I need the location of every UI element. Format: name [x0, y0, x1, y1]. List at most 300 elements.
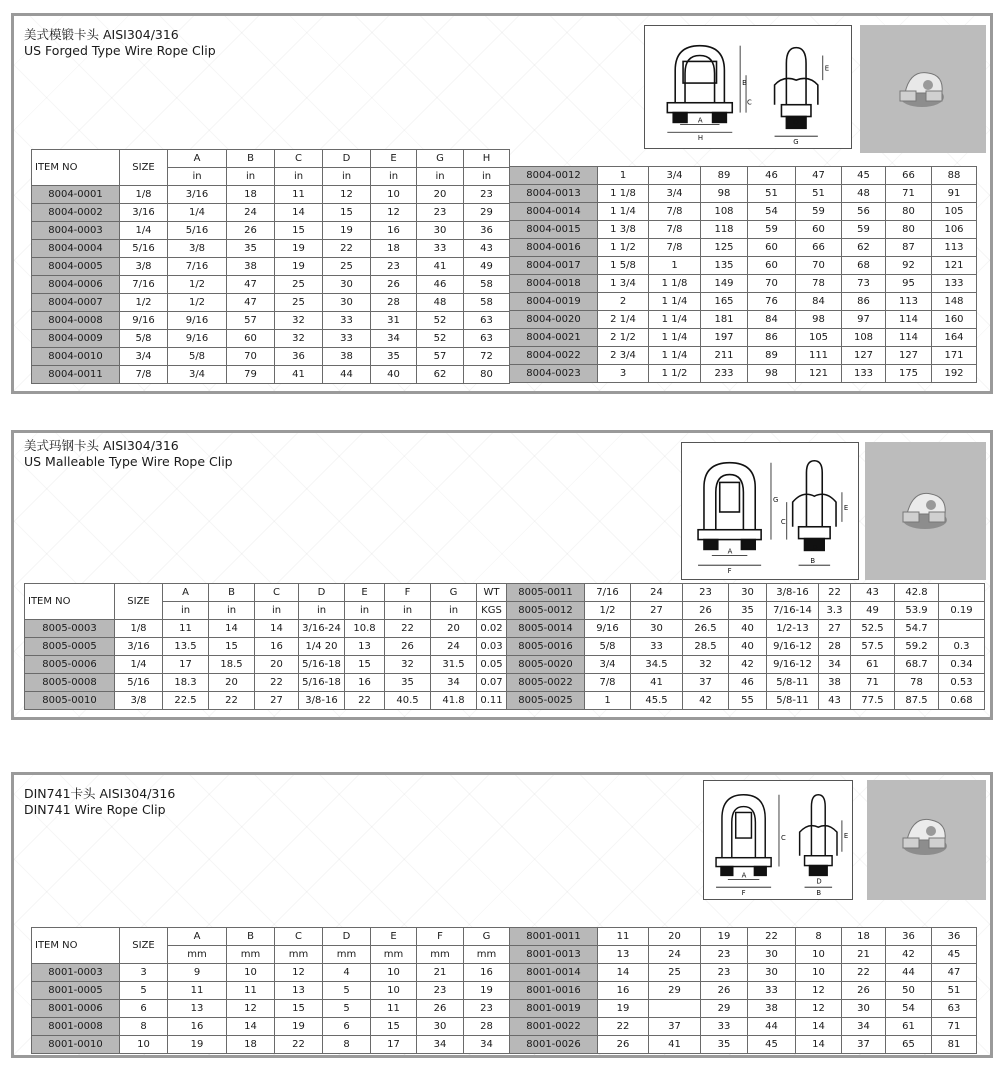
item-number-cell: 8004-0004	[32, 240, 120, 258]
table-cell: 22	[385, 620, 431, 638]
table-cell: 19	[275, 1018, 323, 1036]
table-cell: 23	[464, 1000, 510, 1018]
table-cell: 71	[886, 185, 932, 203]
header-unit: in	[385, 602, 431, 620]
table-cell: 32	[275, 330, 323, 348]
table-cell: 25	[649, 964, 701, 982]
header-unit: in	[345, 602, 385, 620]
table-cell: 1 1/2	[649, 365, 701, 383]
table-cell: 37	[842, 1036, 886, 1054]
table-cell: 171	[932, 347, 977, 365]
panel-us-forged	[11, 13, 993, 394]
table-cell: 26	[227, 222, 275, 240]
table-row	[32, 330, 510, 348]
table-cell: 30	[748, 946, 796, 964]
table-cell: 41	[417, 258, 464, 276]
table-cell: 20	[255, 656, 299, 674]
table-cell: 31	[371, 312, 417, 330]
table-cell: 60	[748, 257, 796, 275]
table-cell: 66	[796, 239, 842, 257]
table-cell: 3/8-16	[299, 692, 345, 710]
table-body	[507, 584, 985, 710]
table-body	[510, 167, 977, 383]
table-cell: 30	[417, 1018, 464, 1036]
table-cell: 105	[932, 203, 977, 221]
dim-label-c: C	[780, 834, 786, 842]
size-cell: 1 5/8	[598, 257, 649, 275]
table-cell: 17	[371, 1036, 417, 1054]
table-cell: 34	[431, 674, 477, 692]
table-cell: 10.8	[345, 620, 385, 638]
table-row	[32, 276, 510, 294]
table-row	[507, 656, 985, 674]
header-col: H	[464, 150, 510, 168]
item-number-cell: 8005-0022	[507, 674, 585, 692]
table-cell: 16	[255, 638, 299, 656]
table-cell: 21	[417, 964, 464, 982]
header-item-no: ITEM NO	[32, 150, 120, 186]
table-row	[510, 257, 977, 275]
table-cell: 12	[227, 1000, 275, 1018]
header-col: G	[464, 928, 510, 946]
size-cell: 1 1/4	[598, 203, 649, 221]
table-cell: 57.5	[851, 638, 895, 656]
header-col: B	[227, 150, 275, 168]
table-row	[510, 203, 977, 221]
size-cell: 5/8	[585, 638, 631, 656]
table-cell: 5	[323, 1000, 371, 1018]
header-col: WT	[477, 584, 507, 602]
header-unit: in	[323, 168, 371, 186]
table-cell: 3/8-16	[767, 584, 819, 602]
table-cell: 20	[209, 674, 255, 692]
table-cell: 52	[417, 312, 464, 330]
table-cell: 1 1/4	[649, 347, 701, 365]
dim-label-d: D	[812, 543, 818, 552]
table-cell: 98	[748, 365, 796, 383]
table-row	[32, 1018, 510, 1036]
item-number-cell: 8005-0020	[507, 656, 585, 674]
table-cell: 197	[701, 329, 748, 347]
size-cell: 7/16	[120, 276, 168, 294]
table-cell: 52.5	[851, 620, 895, 638]
dim-label-f: F	[741, 889, 746, 898]
table-cell: 16	[464, 964, 510, 982]
table-row	[510, 1036, 977, 1054]
table-cell: 125	[701, 239, 748, 257]
table-cell: 18	[371, 240, 417, 258]
item-number-cell: 8005-0011	[507, 584, 585, 602]
table-cell: 37	[683, 674, 729, 692]
dim-label-g: G	[793, 138, 799, 147]
item-number-cell: 8001-0022	[510, 1018, 598, 1036]
table-cell: 71	[932, 1018, 977, 1036]
header-unit: mm	[323, 946, 371, 964]
panel-title	[24, 438, 233, 470]
table-cell: 22	[275, 1036, 323, 1054]
table-cell: 0.68	[939, 692, 985, 710]
header-col: E	[345, 584, 385, 602]
item-number-cell: 8004-0011	[32, 366, 120, 384]
table-cell: 73	[842, 275, 886, 293]
item-number-cell: 8005-0010	[25, 692, 115, 710]
table-cell: 22	[209, 692, 255, 710]
table-cell: 78	[895, 674, 939, 692]
table-cell: 50	[886, 982, 932, 1000]
table-row	[507, 620, 985, 638]
title-english: US Malleable Type Wire Rope Clip	[24, 454, 233, 469]
table-cell: 33	[323, 312, 371, 330]
table-cell: 1/4	[168, 204, 227, 222]
table-cell: 23	[701, 964, 748, 982]
table-cell: 25	[323, 258, 371, 276]
item-number-cell: 8005-0006	[25, 656, 115, 674]
table-row	[32, 1000, 510, 1018]
table-cell: 38	[748, 1000, 796, 1018]
table-cell: 22	[748, 928, 796, 946]
size-cell: 10	[120, 1036, 168, 1054]
header-unit: mm	[417, 946, 464, 964]
table-cell: 133	[932, 275, 977, 293]
table-cell: 70	[748, 275, 796, 293]
header-unit: in	[275, 168, 323, 186]
item-number-cell: 8001-0006	[32, 1000, 120, 1018]
size-cell: 1/2	[120, 294, 168, 312]
table-cell: 127	[842, 347, 886, 365]
header-size: SIZE	[115, 584, 163, 620]
table-cell: 24	[227, 204, 275, 222]
table-cell	[649, 1000, 701, 1018]
table-cell: 80	[886, 203, 932, 221]
table-cell: 22	[255, 674, 299, 692]
table-cell: 26	[371, 276, 417, 294]
table-cell: 1 1/8	[649, 275, 701, 293]
item-number-cell: 8004-0016	[510, 239, 598, 257]
table-cell: 40	[729, 620, 767, 638]
table-cell: 1/2-13	[767, 620, 819, 638]
item-number-cell: 8005-0016	[507, 638, 585, 656]
table-cell: 9/16	[168, 330, 227, 348]
item-number-cell: 8004-0023	[510, 365, 598, 383]
header-size: SIZE	[120, 928, 168, 964]
table-cell: 16	[345, 674, 385, 692]
table-cell: 0.34	[939, 656, 985, 674]
table-cell: 20	[649, 928, 701, 946]
table-cell: 89	[748, 347, 796, 365]
size-cell: 2 3/4	[598, 347, 649, 365]
table-cell: 15	[275, 1000, 323, 1018]
item-number-cell: 8005-0008	[25, 674, 115, 692]
table-cell: 0.02	[477, 620, 507, 638]
size-cell: 1	[585, 692, 631, 710]
item-number-cell: 8001-0014	[510, 964, 598, 982]
size-cell: 11	[598, 928, 649, 946]
table-cell: 68	[842, 257, 886, 275]
table-cell: 13	[275, 982, 323, 1000]
table-cell: 59	[796, 203, 842, 221]
table-cell: 11	[371, 1000, 417, 1018]
dim-label-h: H	[697, 134, 703, 143]
table-cell: 7/16-14	[767, 602, 819, 620]
table-cell: 7/16	[168, 258, 227, 276]
item-number-cell: 8001-0008	[32, 1018, 120, 1036]
table-cell: 24	[649, 946, 701, 964]
table-cell: 29	[649, 982, 701, 1000]
table-cell: 23	[683, 584, 729, 602]
table-row	[510, 329, 977, 347]
size-cell: 3	[120, 964, 168, 982]
table-cell: 14	[275, 204, 323, 222]
table-cell: 18.5	[209, 656, 255, 674]
table-cell: 1/2	[168, 294, 227, 312]
table-cell: 38	[819, 674, 851, 692]
table-row	[510, 167, 977, 185]
table-cell: 5/8-11	[767, 674, 819, 692]
table-cell: 13	[168, 1000, 227, 1018]
size-cell: 8	[120, 1018, 168, 1036]
table-cell: 29	[701, 1000, 748, 1018]
item-number-cell: 8005-0025	[507, 692, 585, 710]
table-cell: 76	[748, 293, 796, 311]
header-unit: mm	[464, 946, 510, 964]
table-cell: 59.2	[895, 638, 939, 656]
table-cell: 3/4	[649, 167, 701, 185]
table-cell: 9/16-12	[767, 656, 819, 674]
header-unit: KGS	[477, 602, 507, 620]
table-cell: 23	[701, 946, 748, 964]
table-row	[507, 638, 985, 656]
item-number-cell: 8004-0008	[32, 312, 120, 330]
table-cell: 5/16	[168, 222, 227, 240]
table-cell: 26	[417, 1000, 464, 1018]
table-cell: 97	[842, 311, 886, 329]
table-cell: 19	[323, 222, 371, 240]
size-cell: 1 1/8	[598, 185, 649, 203]
spec-table-right	[509, 166, 977, 383]
table-cell: 5/8-11	[767, 692, 819, 710]
table-cell: 19	[168, 1036, 227, 1054]
table-cell: 148	[932, 293, 977, 311]
size-cell: 1/2	[585, 602, 631, 620]
table-row	[510, 365, 977, 383]
table-cell: 45.5	[631, 692, 683, 710]
table-cell: 1/2	[168, 276, 227, 294]
table-cell: 111	[796, 347, 842, 365]
header-col: D	[323, 928, 371, 946]
table-cell: 63	[932, 1000, 977, 1018]
title-chinese: DIN741卡头 AISI304/316	[24, 786, 176, 801]
size-cell: 2	[598, 293, 649, 311]
table-cell: 58	[464, 276, 510, 294]
table-cell: 40	[729, 638, 767, 656]
table-cell: 62	[417, 366, 464, 384]
item-number-cell: 8004-0015	[510, 221, 598, 239]
table-cell: 47	[932, 964, 977, 982]
table-body	[25, 620, 507, 710]
table-cell: 27	[255, 692, 299, 710]
table-cell: 10	[796, 964, 842, 982]
table-row	[25, 620, 507, 638]
table-cell: 62	[842, 239, 886, 257]
table-cell: 23	[417, 204, 464, 222]
table-row	[32, 186, 510, 204]
dim-label-b: B	[810, 557, 816, 566]
item-number-cell: 8004-0001	[32, 186, 120, 204]
size-cell: 2 1/4	[598, 311, 649, 329]
table-cell: 25	[275, 276, 323, 294]
product-photo	[860, 25, 986, 153]
table-cell: 35	[729, 602, 767, 620]
table-cell: 44	[748, 1018, 796, 1036]
table-body	[510, 928, 977, 1054]
dim-label-d: D	[816, 877, 822, 886]
table-cell: 36	[275, 348, 323, 366]
table-cell: 44	[323, 366, 371, 384]
table-cell: 49	[851, 602, 895, 620]
size-cell: 14	[598, 964, 649, 982]
table-cell	[939, 584, 985, 602]
header-col: C	[275, 150, 323, 168]
table-cell: 41	[631, 674, 683, 692]
table-cell: 3/16	[168, 186, 227, 204]
size-cell: 19	[598, 1000, 649, 1018]
table-cell: 47	[796, 167, 842, 185]
table-cell: 1 1/4	[649, 329, 701, 347]
table-cell: 0.3	[939, 638, 985, 656]
table-cell: 0.19	[939, 602, 985, 620]
table-cell: 33	[417, 240, 464, 258]
table-cell: 30	[631, 620, 683, 638]
table-row	[25, 674, 507, 692]
header-col: B	[227, 928, 275, 946]
table-cell: 16	[371, 222, 417, 240]
item-number-cell: 8001-0019	[510, 1000, 598, 1018]
table-cell: 14	[227, 1018, 275, 1036]
size-cell: 7/16	[585, 584, 631, 602]
size-cell: 1 3/8	[598, 221, 649, 239]
table-cell: 7/8	[649, 221, 701, 239]
table-cell: 26	[385, 638, 431, 656]
dim-label-c: C	[780, 517, 786, 526]
dim-label-b: B	[816, 889, 822, 898]
item-number-cell: 8004-0018	[510, 275, 598, 293]
table-cell: 40.5	[385, 692, 431, 710]
table-cell: 32	[385, 656, 431, 674]
item-number-cell: 8001-0016	[510, 982, 598, 1000]
table-cell: 34	[417, 1036, 464, 1054]
table-cell: 18	[842, 928, 886, 946]
table-cell: 38	[323, 348, 371, 366]
table-cell: 92	[886, 257, 932, 275]
dim-label-e: E	[843, 504, 849, 513]
table-cell: 19	[275, 258, 323, 276]
table-cell: 22	[345, 692, 385, 710]
dim-label-a: A	[741, 871, 747, 880]
table-cell: 80	[886, 221, 932, 239]
table-cell: 48	[417, 294, 464, 312]
item-number-cell: 8004-0009	[32, 330, 120, 348]
table-cell: 45	[842, 167, 886, 185]
table-cell: 30	[729, 584, 767, 602]
table-cell: 81	[932, 1036, 977, 1054]
dim-label-e: E	[843, 832, 849, 841]
panel-us-malleable	[11, 430, 993, 720]
table-body	[32, 964, 510, 1054]
table-cell: 33	[748, 982, 796, 1000]
table-cell: 36	[932, 928, 977, 946]
table-cell: 46	[748, 167, 796, 185]
table-cell: 34	[842, 1018, 886, 1036]
table-cell: 5	[323, 982, 371, 1000]
table-cell: 53.9	[895, 602, 939, 620]
table-cell: 23	[371, 258, 417, 276]
header-unit: in	[163, 602, 209, 620]
table-cell: 15	[275, 222, 323, 240]
title-chinese: 美式模锻卡头 AISI304/316	[24, 27, 179, 42]
table-cell: 26	[683, 602, 729, 620]
table-cell: 0.11	[477, 692, 507, 710]
dim-label-d: D	[793, 118, 799, 127]
table-cell: 28	[464, 1018, 510, 1036]
table-cell: 5/8	[168, 348, 227, 366]
table-cell: 18.3	[163, 674, 209, 692]
table-cell: 63	[464, 312, 510, 330]
table-cell: 36	[464, 222, 510, 240]
table-cell: 17	[163, 656, 209, 674]
item-number-cell: 8005-0003	[25, 620, 115, 638]
table-cell: 0.03	[477, 638, 507, 656]
table-cell: 1 1/4	[649, 293, 701, 311]
table-cell: 18	[227, 1036, 275, 1054]
table-cell: 113	[932, 239, 977, 257]
table-cell: 89	[701, 167, 748, 185]
header-unit: in	[417, 168, 464, 186]
table-cell: 12	[275, 964, 323, 982]
item-number-cell: 8001-0003	[32, 964, 120, 982]
table-row	[507, 692, 985, 710]
item-number-cell: 8001-0013	[510, 946, 598, 964]
item-number-cell: 8005-0012	[507, 602, 585, 620]
table-cell: 1 1/4	[649, 311, 701, 329]
table-cell: 47	[227, 276, 275, 294]
table-cell: 70	[227, 348, 275, 366]
table-cell: 59	[842, 221, 886, 239]
table-cell: 20	[417, 186, 464, 204]
table-row	[32, 964, 510, 982]
size-cell: 2 1/2	[598, 329, 649, 347]
table-cell: 42	[886, 946, 932, 964]
table-cell: 86	[748, 329, 796, 347]
table-cell: 26	[701, 982, 748, 1000]
table-cell: 160	[932, 311, 977, 329]
header-unit: in	[255, 602, 299, 620]
item-number-cell: 8004-0005	[32, 258, 120, 276]
table-cell: 11	[168, 982, 227, 1000]
table-cell: 0.07	[477, 674, 507, 692]
table-cell: 80	[464, 366, 510, 384]
table-row	[510, 1018, 977, 1036]
table-cell: 65	[886, 1036, 932, 1054]
dim-label-a: A	[697, 116, 703, 125]
dim-label-e: E	[824, 64, 830, 73]
table-cell: 114	[886, 311, 932, 329]
table-row	[510, 964, 977, 982]
table-row	[25, 638, 507, 656]
table-cell: 11	[163, 620, 209, 638]
table-cell: 10	[371, 964, 417, 982]
table-row	[32, 222, 510, 240]
technical-drawing	[681, 442, 859, 580]
